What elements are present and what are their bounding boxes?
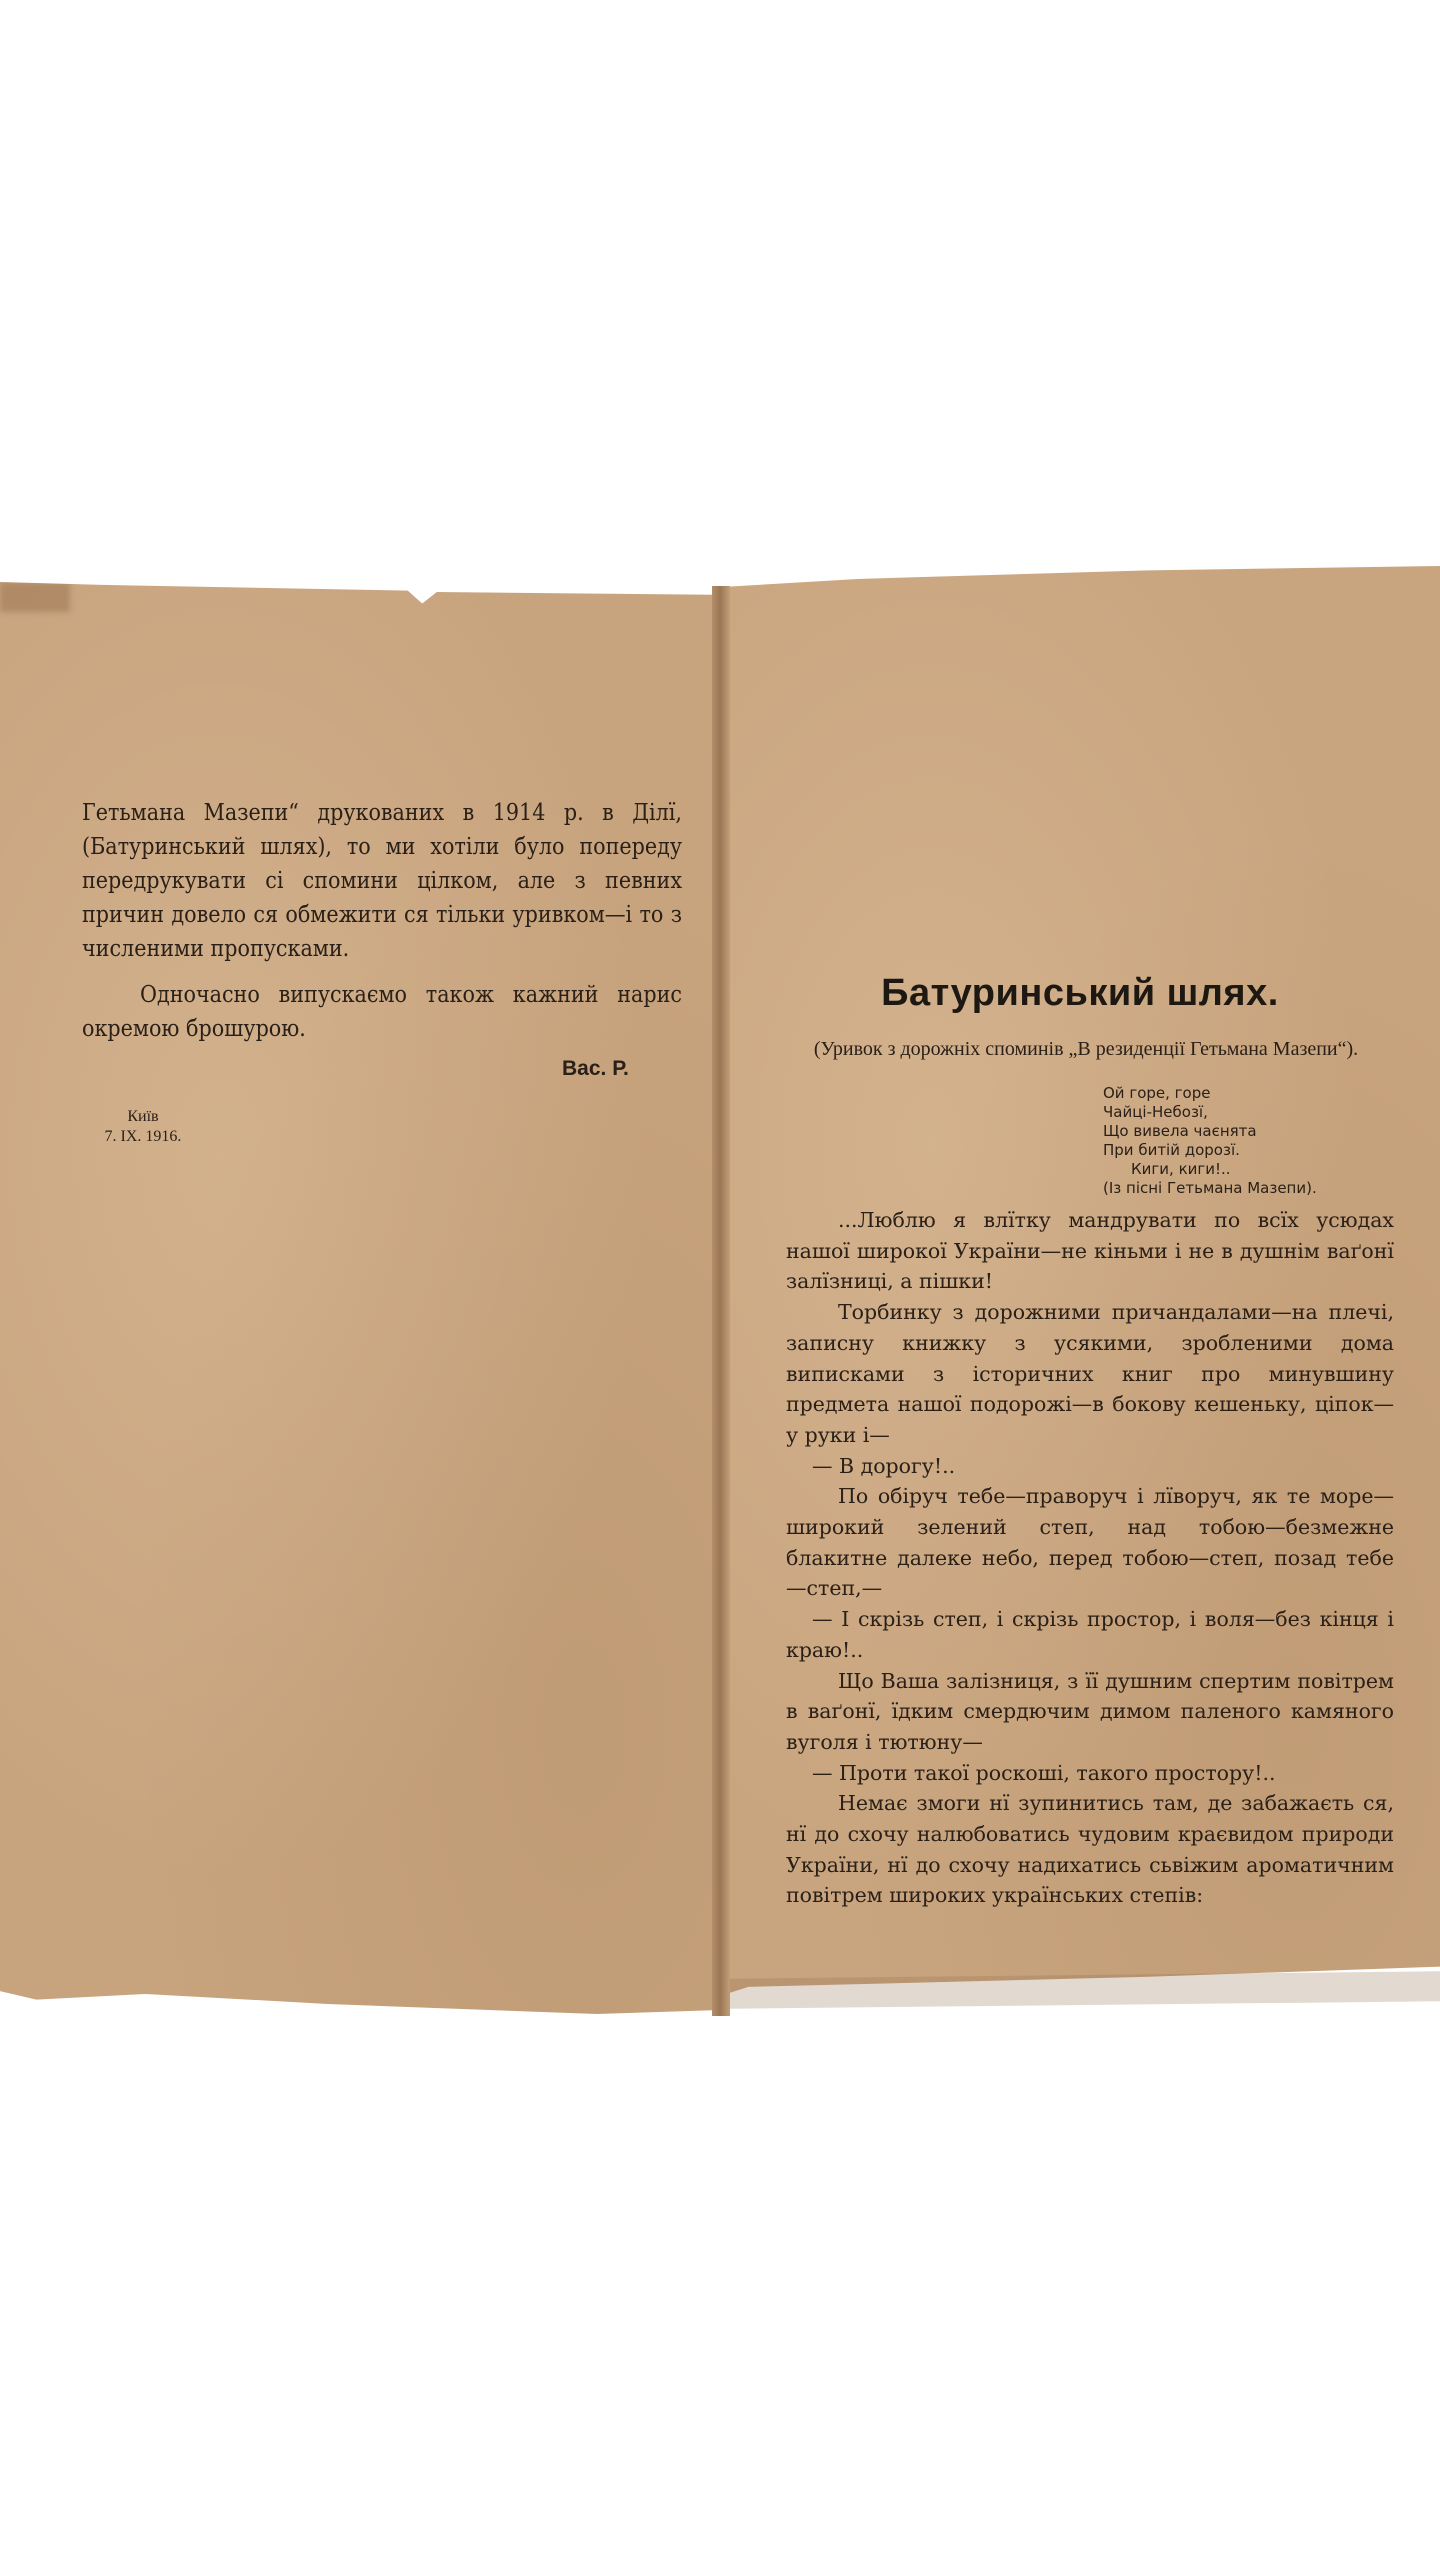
- left-page-text: [82, 796, 682, 1046]
- right-paragraph: ...Люблю я влїтку мандрувати по всїх усюдах нашої широкої України—не кіньми і не в душнім ваґонї залїзниці, а пішки!: [786, 1208, 1394, 1294]
- epigraph-line: Що вивела чаєнята: [1103, 1122, 1257, 1140]
- right-page-text: [786, 1205, 1394, 1911]
- book-gutter: [712, 586, 730, 2016]
- right-paragraph: — І скрізь степ, і скрізь простор, і воля—без кінця і краю!..: [786, 1607, 1394, 1662]
- right-paragraph: Що Ваша залізниця, з її душним спертим повітрем в ваґонї, їдким смердючим димом паленого камяного вуголя і тютюну—: [786, 1668, 1394, 1754]
- left-paragraph: Гетьмана Мазепи“ друкованих в 1914 р. в Ділї, (Батуринський шлях), то ми хотіли було попереду передрукувати сі спомини цілком, але з певних причин довело ся обмежити ся тільки уривком—і то з численими пропусками.: [82, 800, 682, 962]
- right-paragraph: Немає змоги нї зупинитись там, де забажаєть ся, нї до схочу налюбоватись чудовим краєвидом природи України, нї до схочу надихатись сьвіжим ароматичним повітрем широких українських степів:: [786, 1791, 1394, 1908]
- right-paragraph: Торбинку з дорожними причандалами—на плечі, записну книжку з усякими, зробленими дома виписками з історичних книг про минувшину предмета нашої подорожі—в бокову кешеньку, ціпок—у руки і—: [786, 1300, 1394, 1447]
- date: 7. IX. 1916.: [104, 1128, 182, 1145]
- epigraph-source: (Із пісні Гетьмана Мазепи).: [1103, 1179, 1317, 1197]
- page-fold-edge: [730, 1971, 1440, 2008]
- place-date: [88, 1107, 198, 1147]
- place: Київ: [127, 1108, 159, 1125]
- right-paragraph: По обіруч тебе—праворуч і лїворуч, як те море—широкий зелений степ, над тобою—безмежне блакитне далеке небо, перед тобою—степ, позад тебе—степ,—: [786, 1484, 1394, 1601]
- left-paragraph: Одночасно випускаємо також кажний нарис окремою брошурою.: [82, 982, 682, 1042]
- epigraph: [1103, 1084, 1383, 1198]
- epigraph-line: Ой горе, горе: [1103, 1084, 1211, 1102]
- signature: Вас. Р.: [562, 1057, 629, 1080]
- right-paragraph: — Проти такої роскоші, такого простору!..: [812, 1760, 1276, 1785]
- epigraph-line: При битій дорозї.: [1103, 1141, 1240, 1159]
- right-paragraph: — В дорогу!..: [812, 1453, 956, 1478]
- epigraph-line: Чайці-Небозї,: [1103, 1103, 1208, 1121]
- epigraph-line: Киги, киги!..: [1131, 1160, 1231, 1178]
- chapter-subtitle: (Уривок з дорожніх споминів „В резиденції Гетьмана Мазепи“).: [813, 1038, 1359, 1060]
- chapter-title: Батуринський шлях.: [881, 972, 1279, 1014]
